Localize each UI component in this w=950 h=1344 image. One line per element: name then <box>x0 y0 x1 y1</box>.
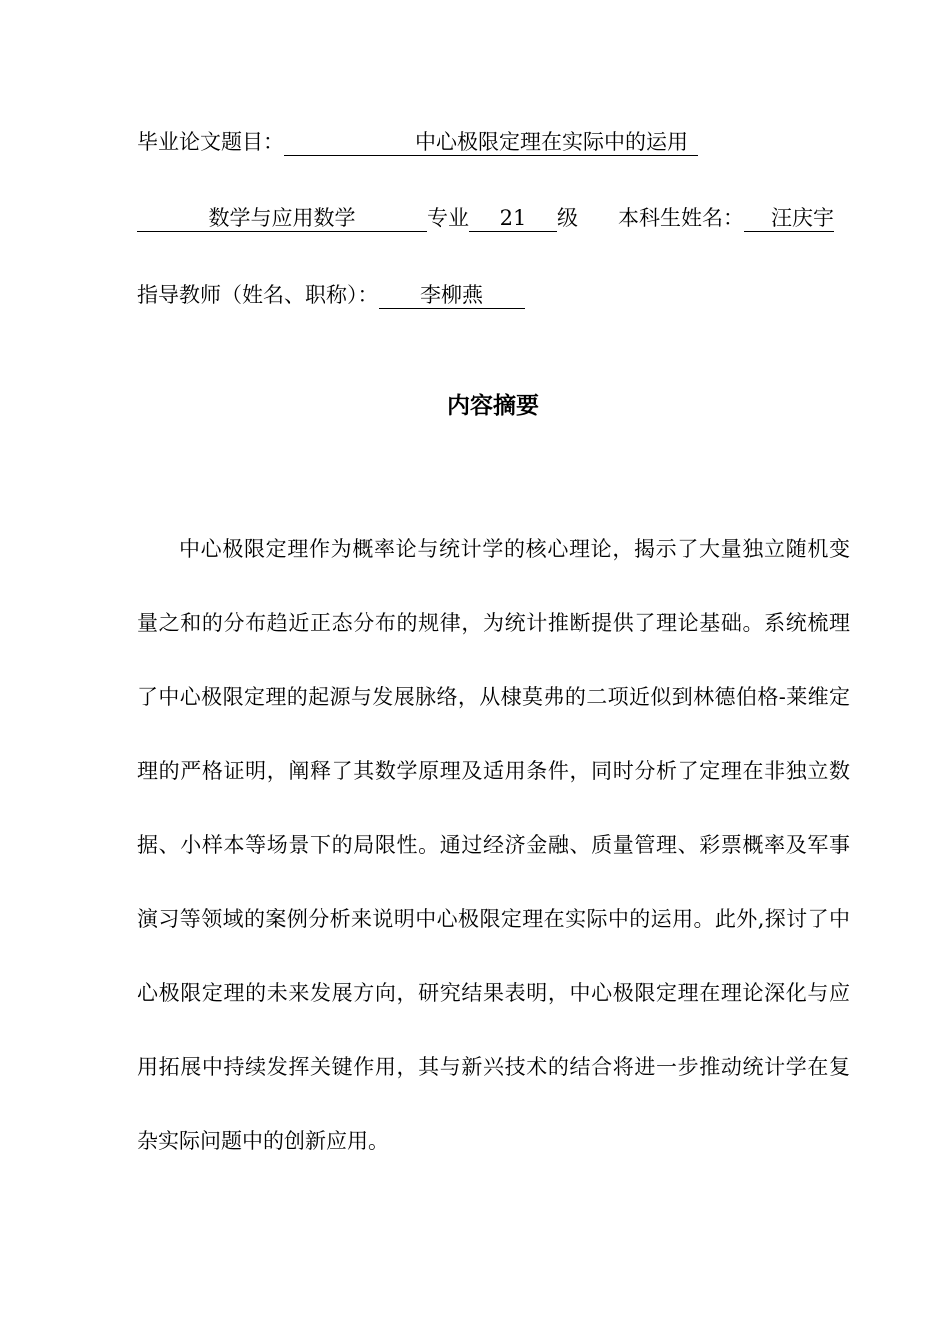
abstract-heading: 内容摘要 <box>447 393 539 419</box>
thesis-title-value: 中心极限定理在实际中的运用 <box>284 129 698 156</box>
major-label: 专业 <box>427 206 469 230</box>
student-name-value: 汪庆宇 <box>744 205 834 232</box>
student-info-line <box>137 203 834 233</box>
advisor-label: 指导教师（姓名、职称）： <box>137 283 379 307</box>
advisor-line <box>137 280 525 310</box>
advisor-value: 李柳燕 <box>379 282 525 309</box>
student-name-label: 本科生姓名： <box>618 206 744 230</box>
grade-value: 21 <box>469 205 557 232</box>
grade-label: 级 <box>557 206 578 230</box>
thesis-title-label: 毕业论文题目： <box>137 130 284 154</box>
major-value: 数学与应用数学 <box>137 205 427 232</box>
abstract-body: 中心极限定理作为概率论与统计学的核心理论，揭示了大量独立随机变量之和的分布趋近正态分布的规律，为统计推断提供了理论基础。系统梳理了中心极限定理的起源与发展脉络，从棣莫弗的二项近似到林德伯格-莱维定理的严格证明，阐释了其数学原理及适用条件，同时分析了定理在非独立数据、小样本等场景下的局限性。通过经济金融、质量管理、彩票概率及军事演习等领域的案例分析来说明中心极限定理在实际中的运用。此外,探讨了中心极限定理的未来发展方向，研究结果表明，中心极限定理在理论深化与应用拓展中持续发挥关键作用，其与新兴技术的结合将进一步推动统计学在复杂实际问题中的创新应用。 <box>137 537 850 1153</box>
thesis-title-line <box>137 127 698 157</box>
